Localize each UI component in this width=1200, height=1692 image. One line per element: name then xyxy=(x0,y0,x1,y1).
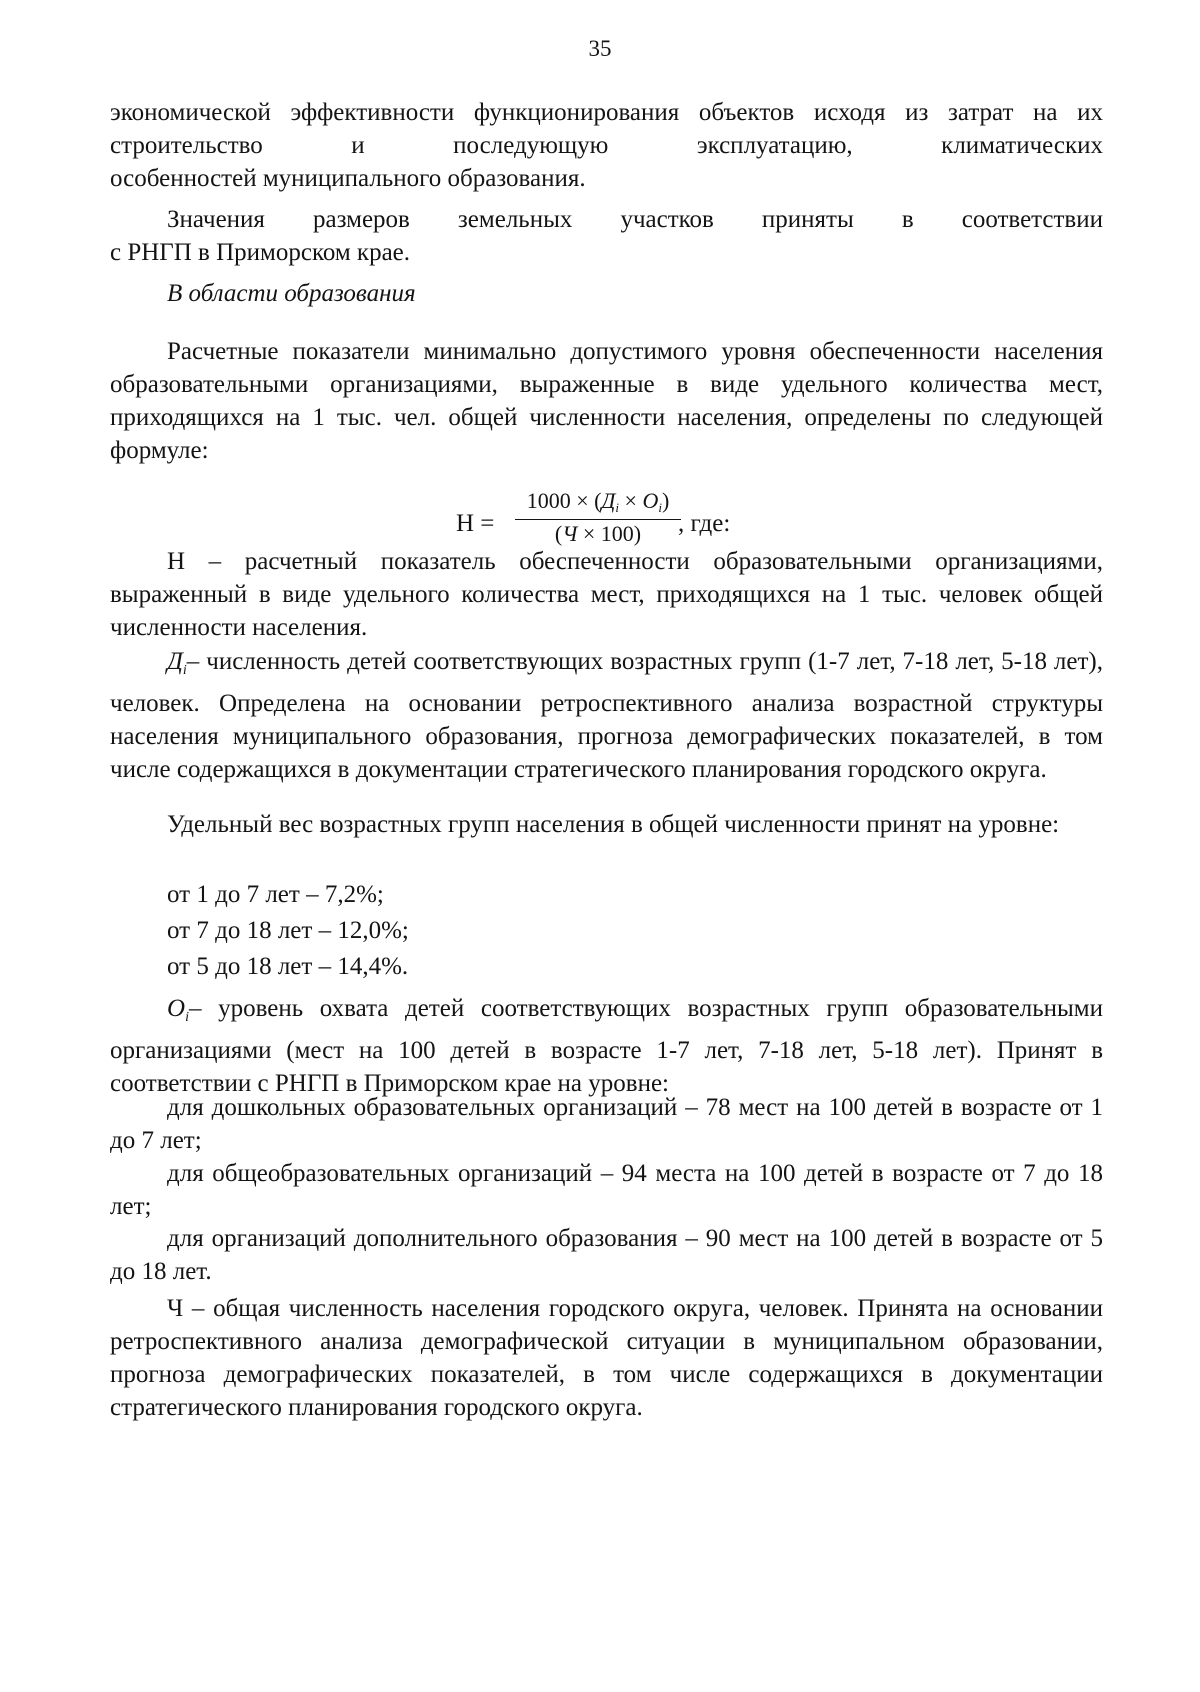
paragraph-land-plots-end: с РНГП в Приморском крае. xyxy=(110,239,411,266)
paragraph-land-plots: Значения размеров земельных участков приняты в соответствии xyxy=(167,206,1103,233)
age-share-item: от 5 до 18 лет – 14,4%. xyxy=(167,953,409,980)
formula-where: , где: xyxy=(678,510,731,537)
age-share-item: от 7 до 18 лет – 12,0%; xyxy=(167,917,409,944)
paragraph-intro-continuation: экономической эффективности функционирования объектов исходя из затрат на их строительство и последующую эксплуатацию, климатических xyxy=(110,99,1103,159)
age-share-item: от 1 до 7 лет – 7,2%; xyxy=(167,881,384,908)
paragraph-d-definition: $Д_i-$ численность детей соответствующих возрастных групп (1-7 лет, 7-18 лет, 5-18 лет), человек. Определена на основании ретроспективного анализа возрастной структуры населения муниципального образования, прогноза демографических показателей, в том числе содержащихся в документации стратегического планирования городского округа. xyxy=(110,648,1103,783)
formula-lhs: Н = xyxy=(456,510,495,537)
paragraph-o-definition: $О_i-$ уровень охвата детей соответствующих возрастных групп образовательными организациями (мест на 100 детей в возрасте 1-7 лет, 7-18 лет, 5-18 лет). Принят в соответствии с РНГП в Приморском крае на уровне: xyxy=(110,995,1103,1097)
page-number: 35 xyxy=(588,36,612,61)
coverage-item-additional: для организаций дополнительного образования – 90 мест на 100 детей в возрасте от 5 до 18 лет. xyxy=(110,1225,1103,1285)
formula-numerator: 1000 × (Дi × Оi) xyxy=(515,487,681,520)
paragraph-age-share: Удельный вес возрастных групп населения в общей численности принят на уровне: xyxy=(167,811,1060,838)
paragraph-n-definition: Н – расчетный показатель обеспеченности образовательными организациями, выраженный в виде удельного количества мест, приходящихся на 1 тыс. человек общей численности населения. xyxy=(110,548,1103,641)
formula-fraction xyxy=(515,487,681,548)
formula-denominator: (Ч × 100) xyxy=(554,521,642,546)
paragraph-intro-end: особенностей муниципального образования. xyxy=(110,165,586,192)
coverage-item-preschool: для дошкольных образовательных организаций – 78 мест на 100 детей в возрасте от 1 до 7 лет; xyxy=(110,1094,1103,1154)
coverage-item-general: для общеобразовательных организаций – 94 места на 100 детей в возрасте от 7 до 18 лет; xyxy=(110,1160,1103,1220)
paragraph-indicators: Расчетные показатели минимально допустимого уровня обеспеченности населения образовательными организациями, выраженные в виде удельного количества мест, приходящихся на 1 тыс. чел. общей численности населения, определены по следующей формуле: xyxy=(110,338,1103,464)
section-heading: В области образования xyxy=(167,280,416,307)
paragraph-ch-definition: Ч – общая численность населения городского округа, человек. Принята на основании ретроспективного анализа демографической ситуации в муниципальном образовании, прогноза демографических показателей, в том числе содержащихся в документации стратегического планирования городского округа. xyxy=(110,1295,1103,1421)
